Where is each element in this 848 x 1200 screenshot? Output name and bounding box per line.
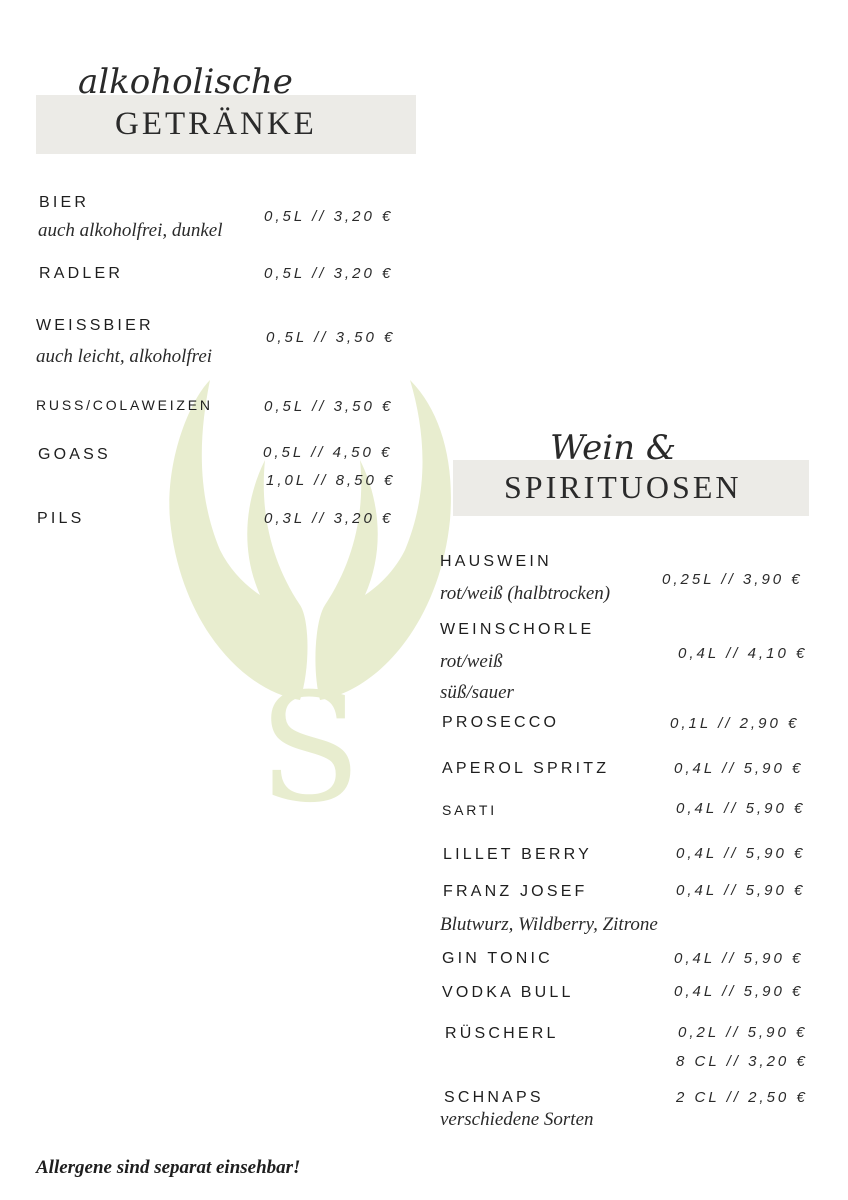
item-pils-name: PILS [37,510,85,527]
item-hauswein-price: 0,25L // 3,90 € [662,571,803,588]
item-weinschorle-name: WEINSCHORLE [440,621,595,638]
item-weissbier-price: 0,5L // 3,50 € [266,329,396,346]
item-radler-price: 0,5L // 3,20 € [264,265,394,282]
alcohol-title: GETRÄNKE [115,106,317,142]
item-lillet-price: 0,4L // 5,90 € [676,845,806,862]
item-goass-price2: 1,0L // 8,50 € [266,472,396,489]
item-weissbier-name: WEISSBIER [36,317,154,334]
item-russ-name: RUSS/COLAWEIZEN [36,397,213,413]
item-bier-desc: auch alkoholfrei, dunkel [38,220,223,241]
item-sarti-name: SARTI [442,802,497,818]
antler-monogram-icon [150,370,470,830]
item-prosecco-name: PROSECCO [442,714,560,731]
item-weinschorle-desc: rot/weiß [440,651,503,672]
item-weinschorle-desc2: süß/sauer [440,682,514,703]
wine-title: SPIRITUOSEN [504,469,742,505]
item-goass-name: GOASS [38,446,111,463]
item-hauswein-name: HAUSWEIN [440,553,552,570]
item-rueschel-price2: 8 CL // 3,20 € [676,1053,808,1070]
item-prosecco-price: 0,1L // 2,90 € [670,715,800,732]
item-bier-price: 0,5L // 3,20 € [264,208,394,225]
item-franzjosef-name: FRANZ JOSEF [443,883,588,900]
item-vodkabull-price: 0,4L // 5,90 € [674,983,804,1000]
allergen-note: Allergene sind separat einsehbar! [36,1157,301,1178]
item-schnaps-desc: verschiedene Sorten [440,1109,594,1130]
item-aperol-price: 0,4L // 5,90 € [674,760,804,777]
item-gintonic-price: 0,4L // 5,90 € [674,950,804,967]
svg-text:S: S [258,662,362,830]
item-lillet-name: LILLET BERRY [443,846,592,863]
wine-script-title: Wein & [550,428,677,468]
item-franzjosef-price: 0,4L // 5,90 € [676,882,806,899]
item-aperol-name: APEROL SPRITZ [442,760,610,777]
item-schnaps-price: 2 CL // 2,50 € [676,1089,808,1106]
item-gintonic-name: GIN TONIC [442,950,553,967]
item-rueschel-price: 0,2L // 5,90 € [678,1024,808,1041]
item-sarti-price: 0,4L // 5,90 € [676,800,806,817]
item-schnaps-name: SCHNAPS [444,1089,544,1106]
item-weinschorle-price: 0,4L // 4,10 € [678,645,808,662]
item-pils-price: 0,3L // 3,20 € [264,510,394,527]
item-russ-price: 0,5L // 3,50 € [264,398,394,415]
item-goass-price: 0,5L // 4,50 € [263,444,393,461]
item-franzjosef-desc: Blutwurz, Wildberry, Zitrone [440,914,658,935]
item-radler-name: RADLER [39,265,124,282]
item-vodkabull-name: VODKA BULL [442,984,574,1001]
item-rueschel-name: RÜSCHERL [445,1025,559,1042]
alcohol-script-title: alkoholische [78,62,293,102]
item-bier-name: BIER [39,194,90,211]
item-weissbier-desc: auch leicht, alkoholfrei [36,346,213,367]
item-hauswein-desc: rot/weiß (halbtrocken) [440,583,611,604]
